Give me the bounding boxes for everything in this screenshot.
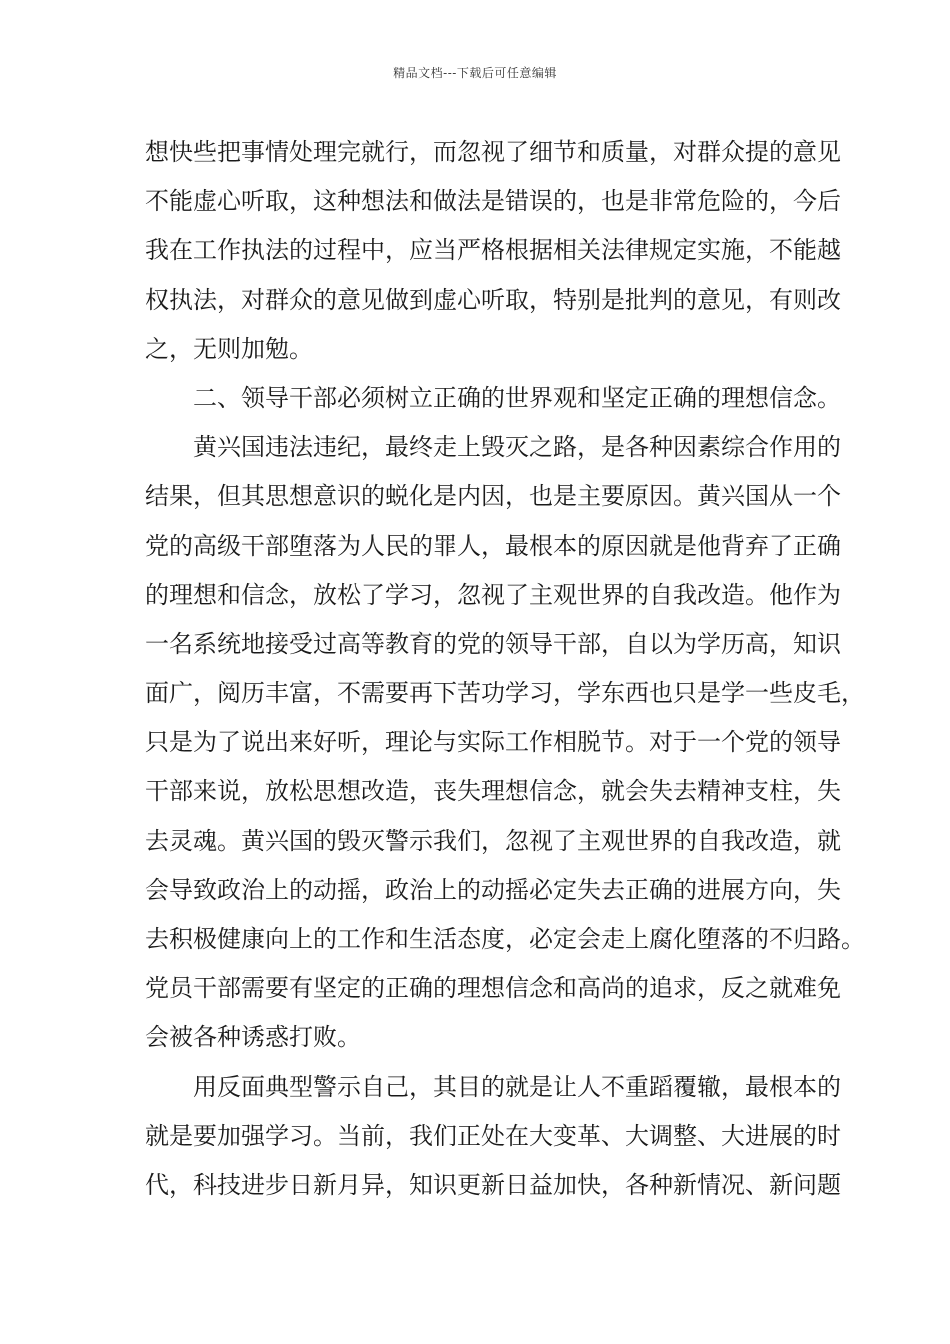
text-line: 党的高级干部堕落为人民的罪人，最根本的原因就是他背弃了正确: [145, 531, 841, 560]
text-line: 不能虚心听取，这种想法和做法是错误的，也是非常危险的，今后: [145, 187, 841, 216]
text-line: 想快些把事情处理完就行，而忽视了细节和质量，对群众提的意见: [145, 138, 841, 166]
text-line: 黄兴国违法违纪，最终走上毁灭之路，是各种因素综合作用的: [193, 433, 841, 462]
text-line: 我在工作执法的过程中，应当严格根据相关法律规定实施，不能越: [145, 236, 841, 265]
text-line: 面广，阅历丰富，不需要再下苦功学习，学东西也只是学一些皮毛，: [145, 679, 865, 708]
text-line: 的理想和信念，放松了学习，忽视了主观世界的自我改造。他作为: [145, 580, 841, 609]
text-line: 用反面典型警示自己，其目的就是让人不重蹈覆辙，最根本的: [193, 1072, 841, 1101]
text-line: 代，科技进步日新月异，知识更新日益加快，各种新情况、新问题: [145, 1170, 841, 1199]
text-line: 干部来说，放松思想改造，丧失理想信念，就会失去精神支柱，失: [145, 777, 841, 806]
text-line: 去积极健康向上的工作和生活态度，必定会走上腐化堕落的不归路。: [145, 925, 865, 953]
text-line: 会导致政治上的动摇，政治上的动摇必定失去正确的进展方向，失: [145, 875, 841, 904]
text-line: 一名系统地接受过高等教育的党的领导干部，自以为学历高，知识: [145, 629, 841, 658]
text-line: 会被各种诱惑打败。: [145, 1023, 361, 1052]
document-body: [145, 128, 865, 1210]
text-line: 结果，但其思想意识的蜕化是内因，也是主要原因。黄兴国从一个: [145, 482, 841, 511]
text-line: 权执法，对群众的意见做到虚心听取，特别是批判的意见，有则改: [145, 285, 841, 314]
text-line: 去灵魂。黄兴国的毁灭警示我们，忽视了主观世界的自我改造，就: [145, 826, 841, 855]
text-line: 只是为了说出来好听，理论与实际工作相脱节。对于一个党的领导: [145, 728, 841, 757]
page-header: 精品文档---下载后可任意编辑: [393, 66, 557, 80]
text-line: 就是要加强学习。当前，我们正处在大变革、大调整、大进展的时: [145, 1121, 841, 1150]
text-line: 党员干部需要有坚定的正确的理想信念和高尚的追求，反之就难免: [145, 974, 841, 1003]
section-heading: 二、领导干部必须树立正确的世界观和坚定正确的理想信念。: [193, 383, 841, 412]
text-line: 之，无则加勉。: [145, 334, 313, 363]
